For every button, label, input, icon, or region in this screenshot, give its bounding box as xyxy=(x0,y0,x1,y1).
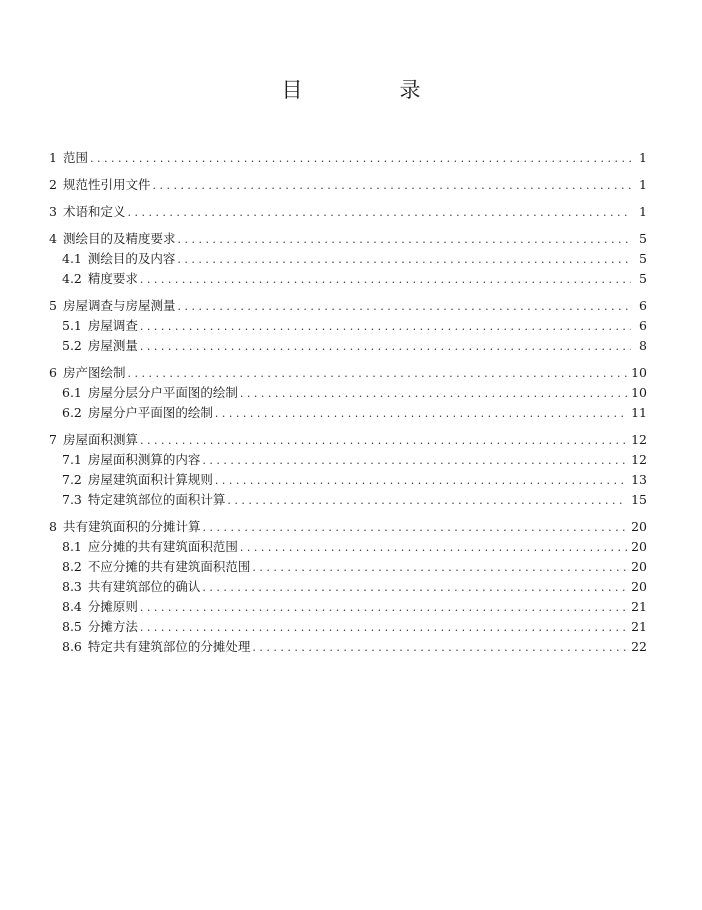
toc-entry[interactable] xyxy=(49,452,647,469)
toc-entry-title: 测绘目的及内容 xyxy=(87,251,176,266)
toc-entry-title: 房屋分户平面图的绘制 xyxy=(87,405,213,420)
toc-leader-dots xyxy=(215,406,627,422)
toc-entry-page: 1 xyxy=(639,177,647,192)
toc-entry-number: 8.2 xyxy=(62,559,82,574)
toc-entry-number: 5 xyxy=(49,298,57,313)
toc-entry[interactable] xyxy=(49,150,647,167)
toc-entry[interactable] xyxy=(49,432,647,449)
toc-leader-dots xyxy=(140,319,631,335)
toc-entry-number: 7 xyxy=(49,432,57,447)
toc-leader-dots xyxy=(177,299,631,315)
toc-entry-title: 测绘目的及精度要求 xyxy=(62,231,176,246)
toc-entry-page: 1 xyxy=(639,150,647,165)
toc-entry-title: 特定共有建筑部位的分摊处理 xyxy=(87,639,251,654)
toc-leader-dots xyxy=(127,205,631,221)
toc-entry-number: 2 xyxy=(49,177,57,192)
toc-leader-dots xyxy=(140,433,627,449)
toc-entry-title: 房屋调查与房屋测量 xyxy=(62,298,176,313)
toc-entry-page: 10 xyxy=(631,365,647,380)
toc-entry-title: 规范性引用文件 xyxy=(62,177,151,192)
toc-leader-dots xyxy=(202,520,627,536)
toc-entry-title: 房屋分层分户平面图的绘制 xyxy=(87,385,238,400)
toc-entry-title: 房产图绘制 xyxy=(62,365,126,380)
toc-entry-title: 精度要求 xyxy=(87,271,138,286)
toc-entry-number: 7.2 xyxy=(62,472,82,487)
toc-entry-number: 8.5 xyxy=(62,619,82,634)
toc-entry-number: 5.2 xyxy=(62,338,82,353)
toc-entry[interactable] xyxy=(49,619,647,636)
toc-entry-page: 6 xyxy=(639,298,647,313)
toc-entry-page: 5 xyxy=(639,251,647,266)
toc-entry[interactable] xyxy=(49,204,647,221)
toc-leader-dots xyxy=(140,339,631,355)
toc-entry[interactable] xyxy=(49,599,647,616)
toc-entry-number: 1 xyxy=(49,150,57,165)
toc-entry-title: 应分摊的共有建筑面积范围 xyxy=(87,539,238,554)
toc-entry-number: 7.1 xyxy=(62,452,82,467)
toc-entry-page: 20 xyxy=(631,539,647,554)
toc-entry-page: 12 xyxy=(631,432,647,447)
toc-entry-number: 6.2 xyxy=(62,405,82,420)
toc-entry-page: 21 xyxy=(631,599,647,614)
toc-entry-title: 房屋面积测算的内容 xyxy=(87,452,201,467)
toc-entry[interactable] xyxy=(49,385,647,402)
toc-entry-page: 15 xyxy=(631,492,647,507)
toc-entry-number: 6 xyxy=(49,365,57,380)
toc-entry-page: 1 xyxy=(639,204,647,219)
toc-entry-page: 5 xyxy=(639,231,647,246)
toc-leader-dots xyxy=(90,151,631,167)
toc-entry-page: 6 xyxy=(639,318,647,333)
toc-entry[interactable] xyxy=(49,559,647,576)
toc-entry-page: 22 xyxy=(631,639,647,654)
toc-entry-number: 8.3 xyxy=(62,579,82,594)
toc-leader-dots xyxy=(215,473,627,489)
toc-entry[interactable] xyxy=(49,338,647,355)
toc-entry-title: 共有建筑部位的确认 xyxy=(87,579,201,594)
toc-entry-title: 房屋面积测算 xyxy=(62,432,138,447)
toc-entry-page: 20 xyxy=(631,519,647,534)
toc-entry-number: 8.6 xyxy=(62,639,82,654)
toc-entry-page: 5 xyxy=(639,271,647,286)
toc-leader-dots xyxy=(202,580,627,596)
toc-leader-dots xyxy=(252,640,627,656)
toc-leader-dots xyxy=(240,386,627,402)
toc-leader-dots xyxy=(127,366,627,382)
toc-entry-number: 4 xyxy=(49,231,57,246)
toc-entry-number: 8.1 xyxy=(62,539,82,554)
toc-entry[interactable] xyxy=(49,519,647,536)
toc-leader-dots xyxy=(202,453,627,469)
toc-entry-number: 3 xyxy=(49,204,57,219)
toc-entry-number: 8 xyxy=(49,519,57,534)
toc-entry-title: 房屋建筑面积计算规则 xyxy=(87,472,213,487)
toc-entry-page: 13 xyxy=(631,472,647,487)
toc-entry[interactable] xyxy=(49,365,647,382)
toc-entry-title: 房屋测量 xyxy=(87,338,138,353)
toc-entry[interactable] xyxy=(49,177,647,194)
toc-entry-page: 20 xyxy=(631,559,647,574)
toc-entry[interactable] xyxy=(49,298,647,315)
toc-entry-title: 不应分摊的共有建筑面积范围 xyxy=(87,559,251,574)
toc-entry-page: 8 xyxy=(639,338,647,353)
toc-leader-dots xyxy=(140,272,631,288)
toc-entry[interactable] xyxy=(49,251,647,268)
toc-entry-page: 20 xyxy=(631,579,647,594)
toc-entry-number: 7.3 xyxy=(62,492,82,507)
toc-entry-number: 8.4 xyxy=(62,599,82,614)
toc-leader-dots xyxy=(177,252,631,268)
toc-leader-dots xyxy=(140,620,627,636)
toc-entry-page: 21 xyxy=(631,619,647,634)
toc-entry[interactable] xyxy=(49,231,647,248)
toc-entry-number: 4.1 xyxy=(62,251,82,266)
toc-entry-title: 术语和定义 xyxy=(62,204,126,219)
toc-leader-dots xyxy=(252,560,627,576)
toc-entry-title: 分摊方法 xyxy=(87,619,138,634)
toc-entry[interactable] xyxy=(49,639,647,656)
toc-entry[interactable] xyxy=(49,492,647,509)
toc-entry[interactable] xyxy=(49,579,647,596)
toc-entry-number: 4.2 xyxy=(62,271,82,286)
toc-leader-dots xyxy=(152,178,631,194)
toc-entry[interactable] xyxy=(49,405,647,422)
toc-entry[interactable] xyxy=(49,539,647,556)
toc-entry-title: 范围 xyxy=(62,150,88,165)
toc-entry-page: 10 xyxy=(631,385,647,400)
page-title: 目 录 xyxy=(281,78,459,102)
toc-entry-page: 11 xyxy=(631,405,647,420)
toc-entry[interactable] xyxy=(49,472,647,489)
toc-entry-page: 12 xyxy=(631,452,647,467)
toc-entry-title: 共有建筑面积的分摊计算 xyxy=(62,519,201,534)
toc-leader-dots xyxy=(177,232,631,248)
toc-entry-number: 6.1 xyxy=(62,385,82,400)
toc-entry-title: 房屋调查 xyxy=(87,318,138,333)
toc-entry[interactable] xyxy=(49,318,647,335)
toc-entry-number: 5.1 xyxy=(62,318,82,333)
toc-entry-title: 分摊原则 xyxy=(87,599,138,614)
toc-entry[interactable] xyxy=(49,271,647,288)
toc-entry-title: 特定建筑部位的面积计算 xyxy=(87,492,226,507)
toc-leader-dots xyxy=(227,493,627,509)
toc-leader-dots xyxy=(240,540,627,556)
toc-leader-dots xyxy=(140,600,627,616)
